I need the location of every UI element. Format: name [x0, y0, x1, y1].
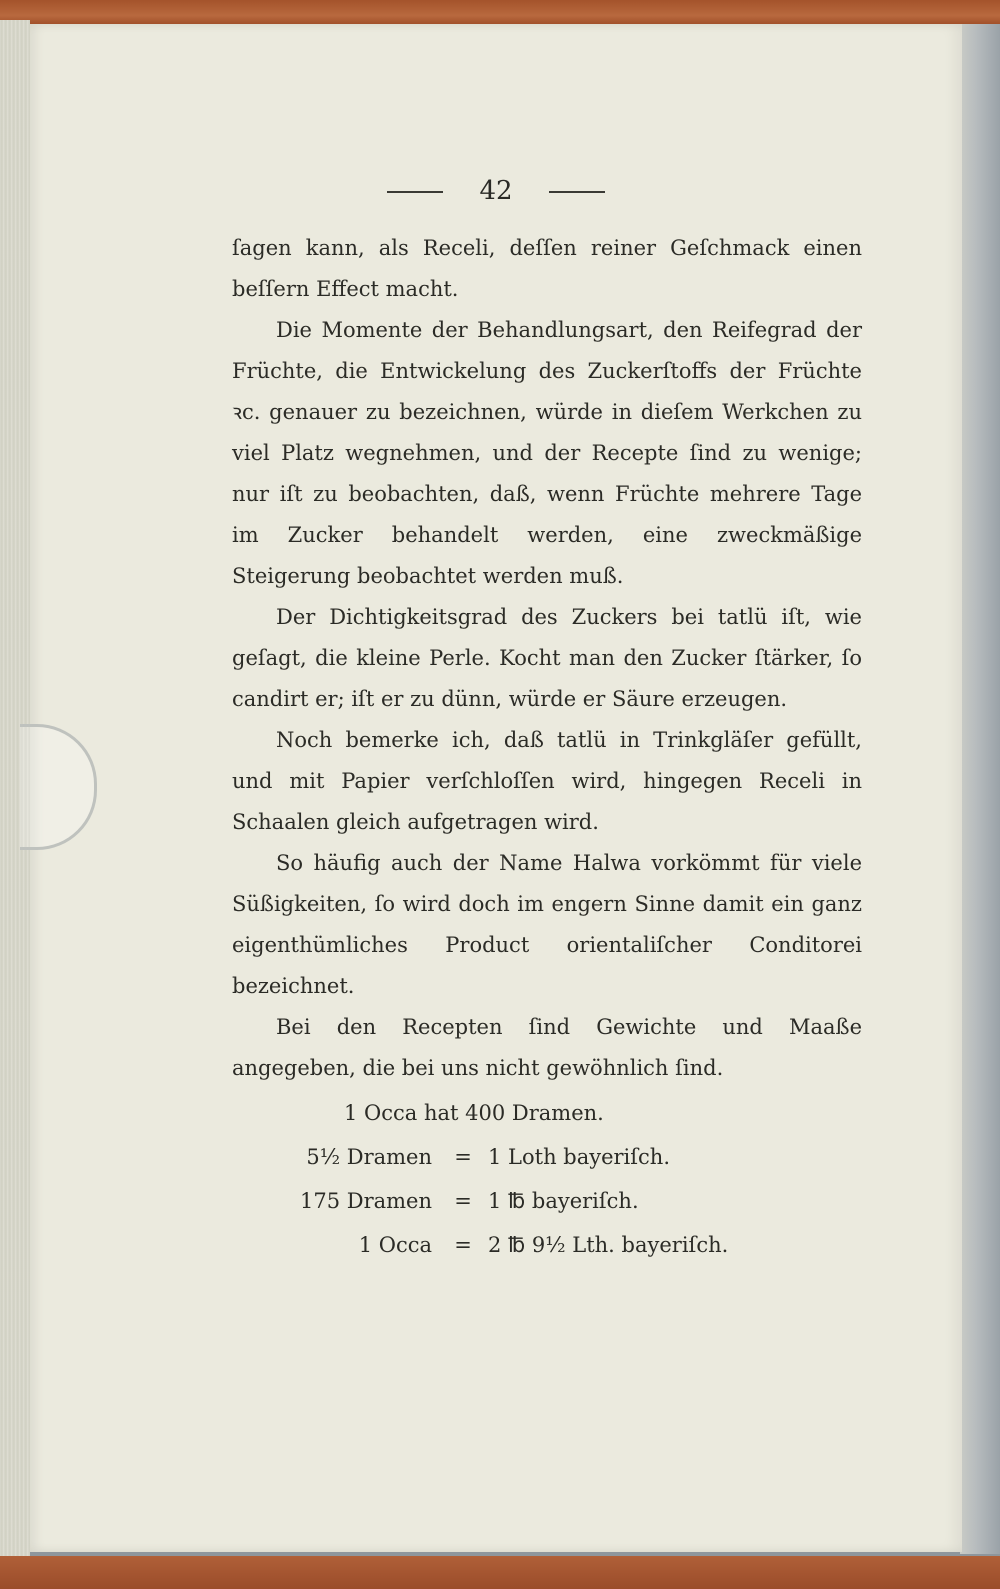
unit-right: 1 ℔ bayeriſch.	[488, 1189, 639, 1213]
paper-clip	[20, 724, 97, 850]
paragraph: Die Momente der Behandlungsart, den Reifegrad der Früchte, die Entwickelung des Zuckerſtoffs der Früchte ꝛc. genauer zu bezeichnen, würde in dieſem Werkchen zu viel Platz wegnehmen, und der Recepte ſind zu wenige; nur iſt zu beobachten, daß, wenn Früchte mehrere Tage im Zucker behandelt werden, eine zweckmäßige Steigerung beobachtet werden muß.	[232, 318, 862, 588]
unit-row	[232, 1135, 862, 1179]
unit-row	[232, 1223, 862, 1267]
unit-equals: =	[454, 1189, 472, 1213]
page-body	[232, 228, 862, 1267]
paragraph: Noch bemerke ich, daß tatlü in Trinkgläſer gefüllt, und mit Papier verſchloſſen wird, hingegen Receli in Schaalen gleich aufgetragen wird.	[232, 728, 862, 834]
page-header	[30, 176, 962, 206]
paragraph: So häufig auch der Name Halwa vorkömmt für viele Süßigkeiten, ſo wird doch im engern Sinne damit ein ganz eigenthümliches Product orientaliſcher Conditorei bezeichnet.	[232, 851, 862, 998]
unit-left: 175 Dramen	[299, 1189, 432, 1213]
unit-equals: =	[454, 1233, 472, 1257]
unit-right: 1 Loth bayeriſch.	[488, 1145, 671, 1169]
unit-left: 1 Occa	[358, 1233, 432, 1257]
book-cover-bottom-edge	[0, 1556, 1000, 1589]
page-number: 42	[479, 176, 513, 206]
unit-right: 2 ℔ 9½ Lth. bayeriſch.	[488, 1233, 729, 1257]
unit-equals: =	[454, 1145, 472, 1169]
paragraph: Bei den Recepten ſind Gewichte und Maaße angegeben, die bei uns nicht gewöhnlich ſind.	[232, 1015, 862, 1080]
book-cover-top-edge	[0, 0, 1000, 26]
page-stack-right	[960, 24, 1000, 1554]
unit-row	[232, 1179, 862, 1223]
unit-conversion-table	[232, 1091, 862, 1267]
paragraph: ſagen kann, als Receli, deſſen reiner Geſchmack einen beſſern Effect macht.	[232, 236, 862, 301]
paragraph: Der Dichtigkeitsgrad des Zuckers bei tatlü iſt, wie geſagt, die kleine Perle. Kocht man den Zucker ſtärker, ſo candirt er; iſt er zu dünn, würde er Säure erzeugen.	[232, 605, 862, 711]
unit-left: 1 Occa hat 400 Dramen.	[344, 1101, 604, 1125]
unit-left: 5½ Dramen	[306, 1145, 432, 1169]
header-dash-left	[387, 191, 443, 193]
unit-row	[232, 1091, 862, 1135]
header-dash-right	[549, 191, 605, 193]
